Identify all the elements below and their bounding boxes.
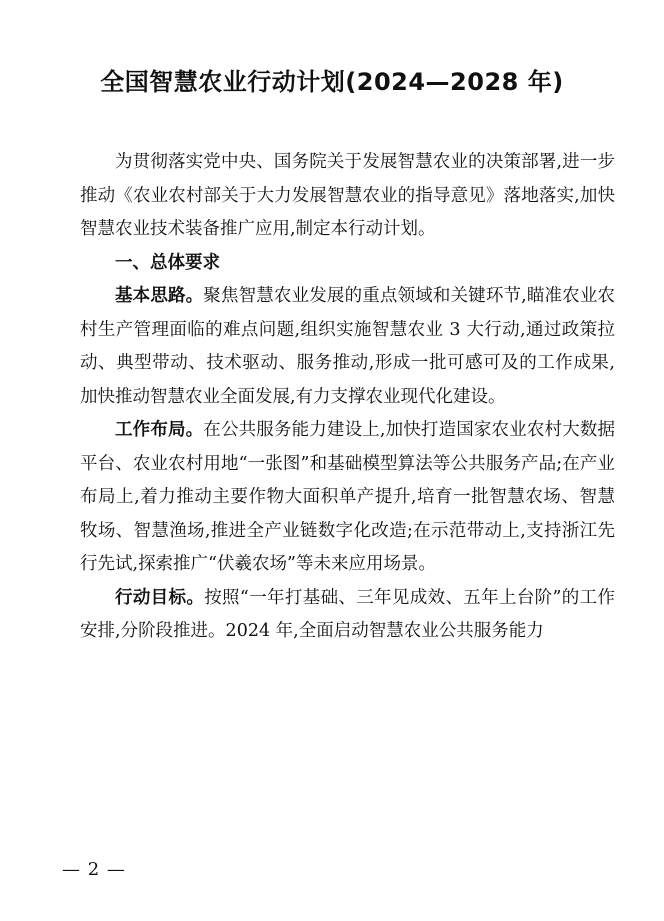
paragraph-text: 在公共服务能力建设上,加快打造国家农业农村大数据平台、农业农村用地“一张图”和基础模型算法等公共服务产品;在产业布局上,着力推动主要作物大面积单产提升,培育一批智慧农场、智慧牧场、智慧渔场,推进全产业链数字化改造;在示范带动上,支持浙江先行先试,探索推广“伏羲农场”等未来应用场景。 bbox=[80, 420, 616, 574]
paragraph-lead: 行动目标。 bbox=[115, 587, 205, 608]
paragraph-basic-approach bbox=[80, 280, 615, 414]
paragraph-action-goals bbox=[80, 582, 615, 649]
paragraph-work-layout bbox=[80, 414, 615, 582]
document-body bbox=[80, 146, 615, 649]
paragraph-lead: 工作布局。 bbox=[115, 420, 204, 440]
paragraph-text: 按照“一年打基础、三年见成效、五年上台阶”的工作安排,分阶段推进。2024 年,全面启动智慧农业公共服务能力 bbox=[80, 587, 615, 641]
page-number: — 2 — bbox=[62, 859, 126, 880]
intro-paragraph: 为贯彻落实党中央、国务院关于发展智慧农业的决策部署,进一步推动《农业农村部关于大力发展智慧农业的指导意见》落地落实,加快智慧农业技术装备推广应用,制定本行动计划。 bbox=[80, 152, 615, 239]
paragraph-text: 聚焦智慧农业发展的重点领域和关键环节,瞄准农业农村生产管理面临的难点问题,组织实施智慧农业 3 大行动,通过政策拉动、典型带动、技术驱动、服务推动,形成一批可感可及的工作成果,加快推动智慧农业全面发展,有力支撑农业现代化建设。 bbox=[80, 286, 616, 407]
document-title: 全国智慧农业行动计划(2024—2028 年) bbox=[100, 68, 564, 96]
section-heading: 一、总体要求 bbox=[115, 252, 220, 273]
paragraph-lead: 基本思路。 bbox=[115, 286, 204, 306]
